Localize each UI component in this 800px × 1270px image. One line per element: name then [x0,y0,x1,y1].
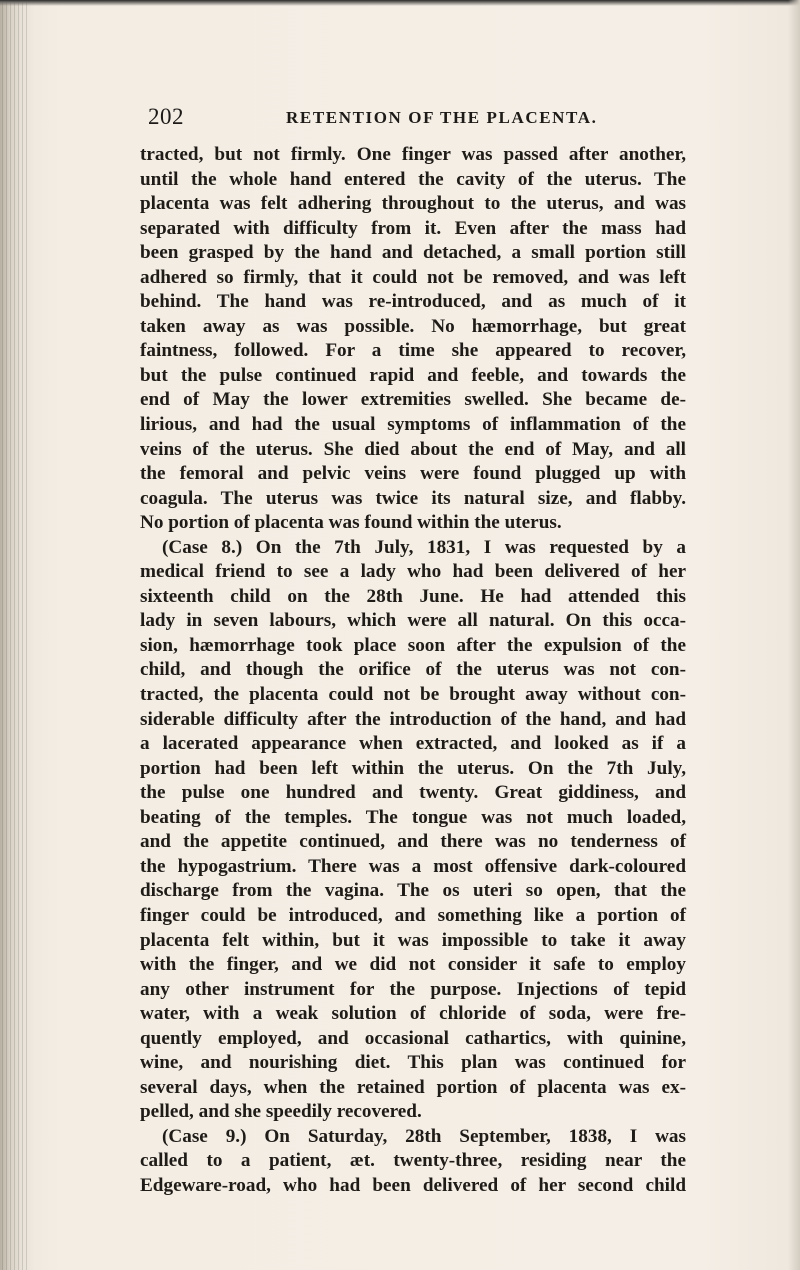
text-line: coagula. The uterus was twice its natural size, and flabby. [140,487,686,509]
text-line: called to a patient, æt. twenty-three, residing near the [140,1150,686,1172]
text-line: the pulse one hundred and twenty. Great giddiness, and [140,782,686,804]
text-line: placenta felt within, but it was impossible to take it away [140,929,686,951]
text-line: sixteenth child on the 28th June. He had attended this [140,585,686,607]
text-line: tracted, but not firmly. One finger was passed after another, [140,144,686,165]
text-line: the femoral and pelvic veins were found plugged up with [140,463,686,485]
text-line: tracted, the placenta could not be brought away without con- [140,684,686,706]
body-text [140,143,686,1199]
text-line: been grasped by the hand and detached, a small portion still [140,242,686,264]
text-line: several days, when the retained portion of placenta was ex- [140,1076,686,1098]
text-line: any other instrument for the purpose. Injections of tepid [140,978,686,1000]
text-line: (Case 8.) On the 7th July, 1831, I was requested by a [162,536,686,558]
text-line: but the pulse continued rapid and feeble, and towards the [140,364,686,386]
text-line: medical friend to see a lady who had been delivered of her [140,561,686,583]
page-number: 202 [148,104,184,129]
text-line: lirious, and had the usual symptoms of inflammation of the [140,414,686,436]
right-page-edge [788,0,800,1270]
text-line: water, with a weak solution of chloride of soda, were fre- [140,1003,686,1025]
text-line: beating of the temples. The tongue was not much loaded, [140,806,686,828]
text-line: siderable difficulty after the introduction of the hand, and had [140,708,686,730]
text-line: the hypogastrium. There was a most offensive dark-coloured [140,855,686,877]
text-line: sion, hæmorrhage took place soon after the expulsion of the [140,634,686,656]
text-line: lady in seven labours, which were all natural. On this occa- [140,610,686,632]
text-line: and the appetite continued, and there was no tenderness of [140,831,686,853]
text-line: Edgeware-road, who had been delivered of her second child [140,1174,686,1196]
text-line: until the whole hand entered the cavity of the uterus. The [140,168,686,190]
binding-stitching [2,0,28,1270]
text-line: wine, and nourishing diet. This plan was continued for [140,1052,686,1074]
text-line: (Case 9.) On Saturday, 28th September, 1838, I was [162,1125,686,1147]
text-line: portion had been left within the uterus. On the 7th July, [140,757,686,779]
text-line: quently employed, and occasional cathartics, with quinine, [140,1027,686,1049]
text-line: taken away as was possible. No hæmorrhage, but great [140,315,686,337]
text-line: adhered so firmly, that it could not be removed, and was left [140,266,686,288]
text-line: pelled, and she speedily recovered. [140,1101,422,1123]
top-page-edge [0,0,800,6]
text-line: veins of the uterus. She died about the end of May, and all [140,438,686,460]
text-line: discharge from the vagina. The os uteri so open, that the [140,880,686,902]
text-line: separated with difficulty from it. Even after the mass had [140,217,686,239]
page-header [148,100,668,136]
text-line: end of May the lower extremities swelled. She became de- [140,389,686,411]
text-line: No portion of placenta was found within the uterus. [140,512,562,534]
text-line: faintness, followed. For a time she appeared to recover, [140,340,686,362]
text-line: placenta was felt adhering throughout to the uterus, and was [140,193,686,215]
text-line: finger could be introduced, and something like a portion of [140,904,686,926]
text-line: a lacerated appearance when extracted, and looked as if a [140,733,686,755]
text-line: behind. The hand was re-introduced, and as much of it [140,291,686,313]
text-line: child, and though the orifice of the uterus was not con- [140,659,686,681]
text-line: with the finger, and we did not consider it safe to employ [140,954,686,976]
running-title: RETENTION OF THE PLACENTA. [286,108,598,127]
